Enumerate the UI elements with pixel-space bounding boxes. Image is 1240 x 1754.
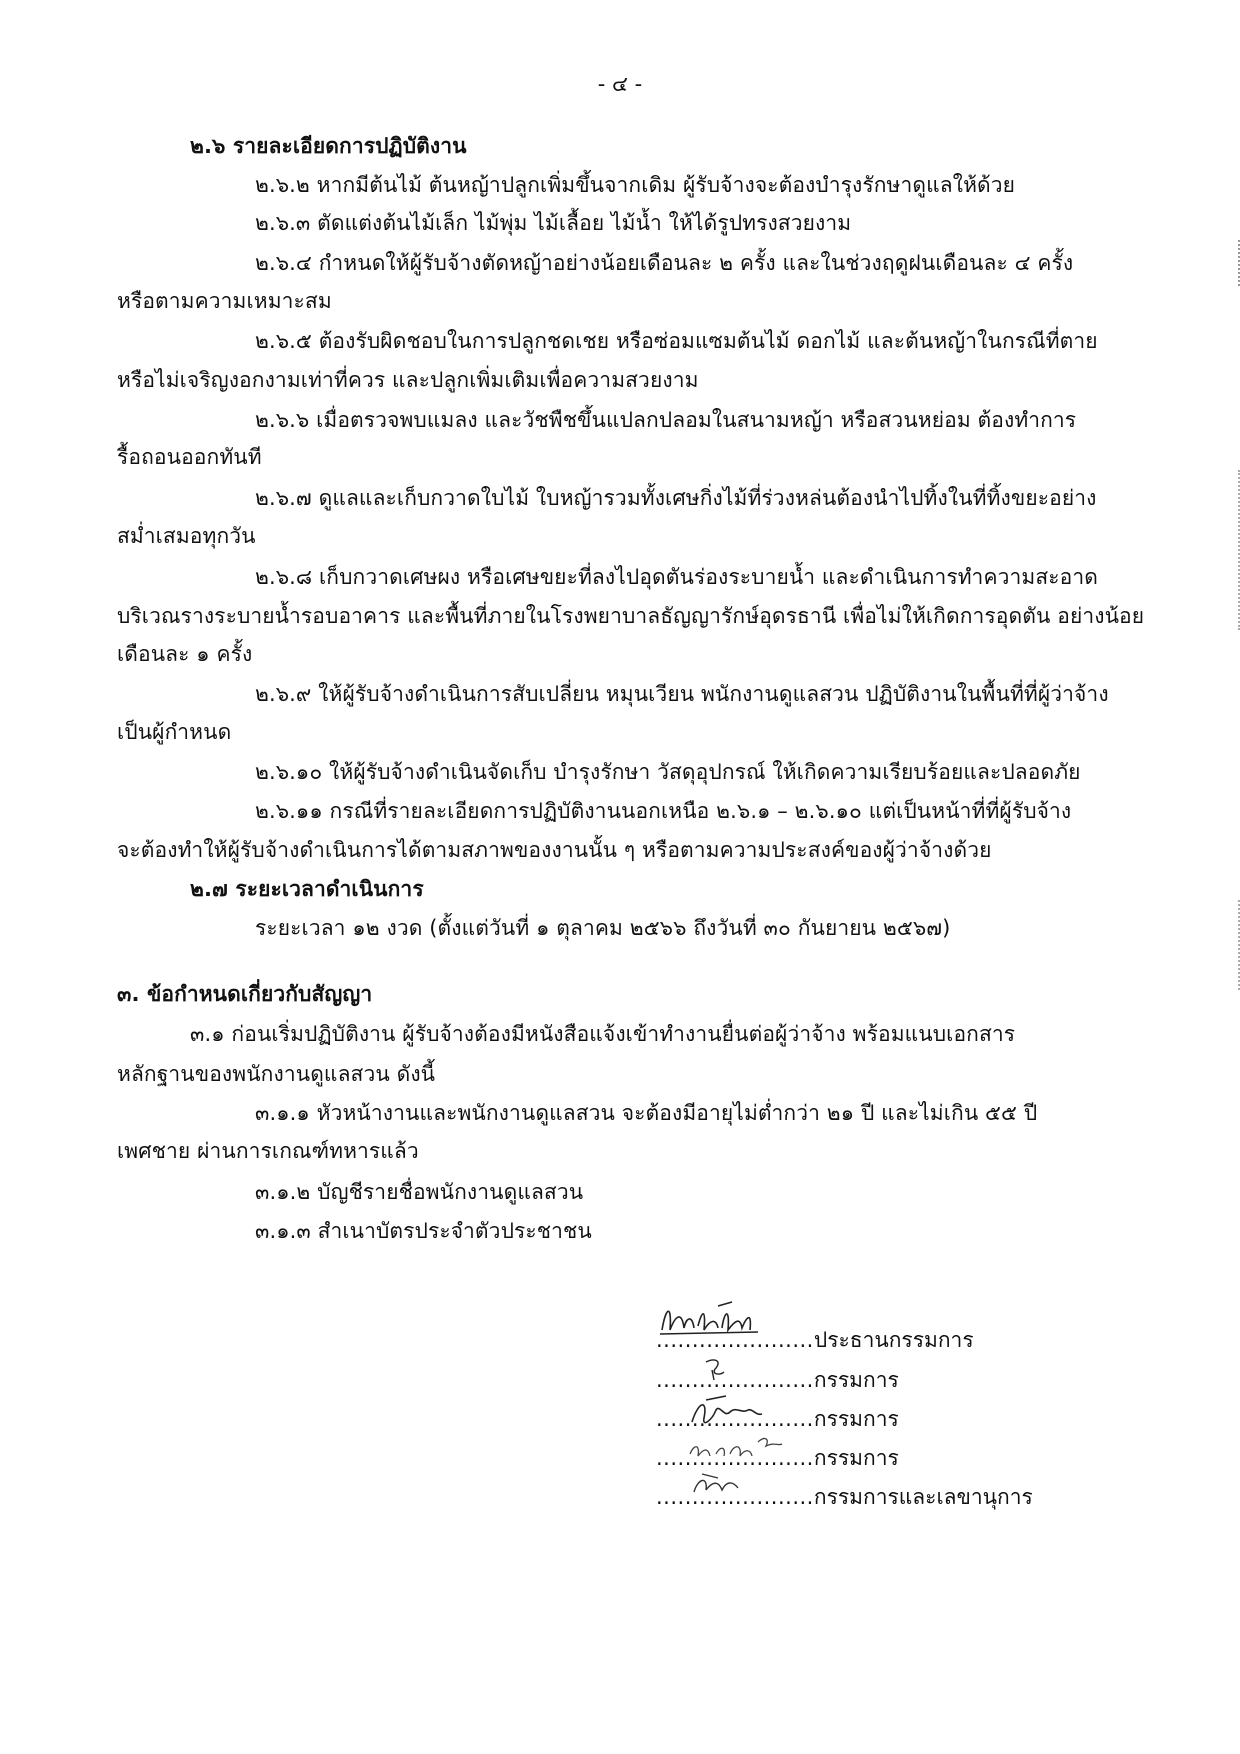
role-chairman: ประธานกรรมการ xyxy=(813,1328,974,1352)
item-2-6-6-line2: รื้อถอนออกทันที xyxy=(117,445,262,469)
item-3-1-3: ๓.๑.๓ สำเนาบัตรประจำตัวประชาชน xyxy=(255,1219,592,1243)
scan-edge-mark xyxy=(1234,470,1240,630)
item-2-6-10: ๒.๖.๑๐ ให้ผู้รับจ้างดำเนินจัดเก็บ บำรุงรักษา วัสดุอุปกรณ์ ให้เกิดความเรียบร้อยและปลอดภัย xyxy=(255,760,1081,784)
item-2-6-8-line1: ๒.๖.๘ เก็บกวาดเศษผง หรือเศษขยะที่ลงไปอุดตันร่องระบายน้ำ และดำเนินการทำความสะอาด xyxy=(255,565,1098,589)
signature-dots: ...................... xyxy=(656,1328,814,1352)
signature-line-secretary xyxy=(656,1483,1033,1511)
section-3-heading: ๓. ข้อกำหนดเกี่ยวกับสัญญา xyxy=(117,982,373,1006)
role-member-2: กรรมการ xyxy=(813,1407,899,1431)
section-2-6-heading: ๒.๖ รายละเอียดการปฏิบัติงาน xyxy=(190,134,467,158)
scan-edge-mark xyxy=(1234,900,1240,990)
signature-line-member-3 xyxy=(656,1444,899,1472)
item-3-1-line1: ๓.๑ ก่อนเริ่มปฏิบัติงาน ผู้รับจ้างต้องมีหนังสือแจ้งเข้าทำงานยื่นต่อผู้ว่าจ้าง พร้อมแนบเอกสาร xyxy=(190,1022,1016,1046)
item-2-6-8-line2: บริเวณรางระบายน้ำรอบอาคาร และพื้นที่ภายในโรงพยาบาลธัญญารักษ์อุดรธานี เพื่อไม่ให้เกิดการอุดตัน อย่างน้อย xyxy=(117,604,1145,628)
section-2-7-text: ระยะเวลา ๑๒ งวด (ตั้งแต่วันที่ ๑ ตุลาคม ๒๕๖๖ ถึงวันที่ ๓๐ กันยายน ๒๕๖๗) xyxy=(255,916,951,940)
item-2-6-7-line1: ๒.๖.๗ ดูแลและเก็บกวาดใบไม้ ใบหญ้ารวมทั้งเศษกิ่งไม้ที่ร่วงหล่นต้องนำไปทิ้งในที่ทิ้งขยะอย่าง xyxy=(255,486,1097,510)
item-2-6-2: ๒.๖.๒ หากมีต้นไม้ ต้นหญ้าปลูกเพิ่มขึ้นจากเดิม ผู้รับจ้างจะต้องบำรุงรักษาดูแลให้ด้วย xyxy=(255,173,1016,197)
signature-dots: ...................... xyxy=(656,1485,814,1509)
signature-dots: ...................... xyxy=(656,1446,814,1470)
item-2-6-5-line2: หรือไม่เจริญงอกงามเท่าที่ควร และปลูกเพิ่มเติมเพื่อความสวยงาม xyxy=(117,368,699,392)
item-2-6-3: ๒.๖.๓ ตัดแต่งต้นไม้เล็ก ไม้พุ่ม ไม้เลื้อย ไม้น้ำ ให้ได้รูปทรงสวยงาม xyxy=(255,211,852,235)
signature-dots: ...................... xyxy=(656,1368,814,1392)
item-2-6-4-line1: ๒.๖.๔ กำหนดให้ผู้รับจ้างตัดหญ้าอย่างน้อยเดือนละ ๒ ครั้ง และในช่วงฤดูฝนเดือนละ ๔ ครั้ง xyxy=(255,251,1074,275)
section-2-7-heading: ๒.๗ ระยะเวลาดำเนินการ xyxy=(190,877,424,901)
item-3-1-2: ๓.๑.๒ บัญชีรายชื่อพนักงานดูแลสวน xyxy=(255,1180,584,1204)
item-2-6-5-line1: ๒.๖.๕ ต้องรับผิดชอบในการปลูกชดเชย หรือซ่อมแซมต้นไม้ ดอกไม้ และต้นหญ้าในกรณีที่ตาย xyxy=(255,329,1098,353)
signature-line-member-2 xyxy=(656,1405,899,1433)
signature-dots: ...................... xyxy=(656,1407,814,1431)
page-number: - ๔ - xyxy=(597,72,643,96)
item-2-6-6-line1: ๒.๖.๖ เมื่อตรวจพบแมลง และวัชพืชขึ้นแปลกปลอมในสนามหญ้า หรือสวนหย่อม ต้องทำการ xyxy=(255,408,1077,432)
item-3-1-1-line2: เพศชาย ผ่านการเกณฑ์ทหารแล้ว xyxy=(117,1139,419,1163)
signature-line-member-1 xyxy=(656,1366,899,1394)
signature-line-chairman xyxy=(656,1326,974,1354)
item-2-6-9-line2: เป็นผู้กำหนด xyxy=(117,720,232,744)
item-2-6-8-line3: เดือนละ ๑ ครั้ง xyxy=(117,642,253,666)
item-2-6-11-line2: จะต้องทำให้ผู้รับจ้างดำเนินการได้ตามสภาพของงานนั้น ๆ หรือตามความประสงค์ของผู้ว่าจ้างด้วย xyxy=(117,838,992,862)
scan-edge-mark xyxy=(1234,240,1240,286)
role-member-3: กรรมการ xyxy=(813,1446,899,1470)
item-2-6-7-line2: สม่ำเสมอทุกวัน xyxy=(117,524,256,548)
role-secretary: กรรมการและเลขานุการ xyxy=(813,1485,1033,1509)
item-2-6-9-line1: ๒.๖.๙ ให้ผู้รับจ้างดำเนินการสับเปลี่ยน หมุนเวียน พนักงานดูแลสวน ปฏิบัติงานในพื้นที่ที่ผู้ว่าจ้าง xyxy=(255,682,1109,706)
item-2-6-11-line1: ๒.๖.๑๑ กรณีที่รายละเอียดการปฏิบัติงานนอกเหนือ ๒.๖.๑ – ๒.๖.๑๐ แต่เป็นหน้าที่ที่ผู้รับจ้าง xyxy=(255,799,1072,823)
item-3-1-line2: หลักฐานของพนักงานดูแลสวน ดังนี้ xyxy=(117,1062,436,1086)
item-3-1-1-line1: ๓.๑.๑ หัวหน้างานและพนักงานดูแลสวน จะต้องมีอายุไม่ต่ำกว่า ๒๑ ปี และไม่เกิน ๕๕ ปี xyxy=(255,1101,1038,1125)
item-2-6-4-line2: หรือตามความเหมาะสม xyxy=(117,289,332,313)
role-member-1: กรรมการ xyxy=(813,1368,899,1392)
